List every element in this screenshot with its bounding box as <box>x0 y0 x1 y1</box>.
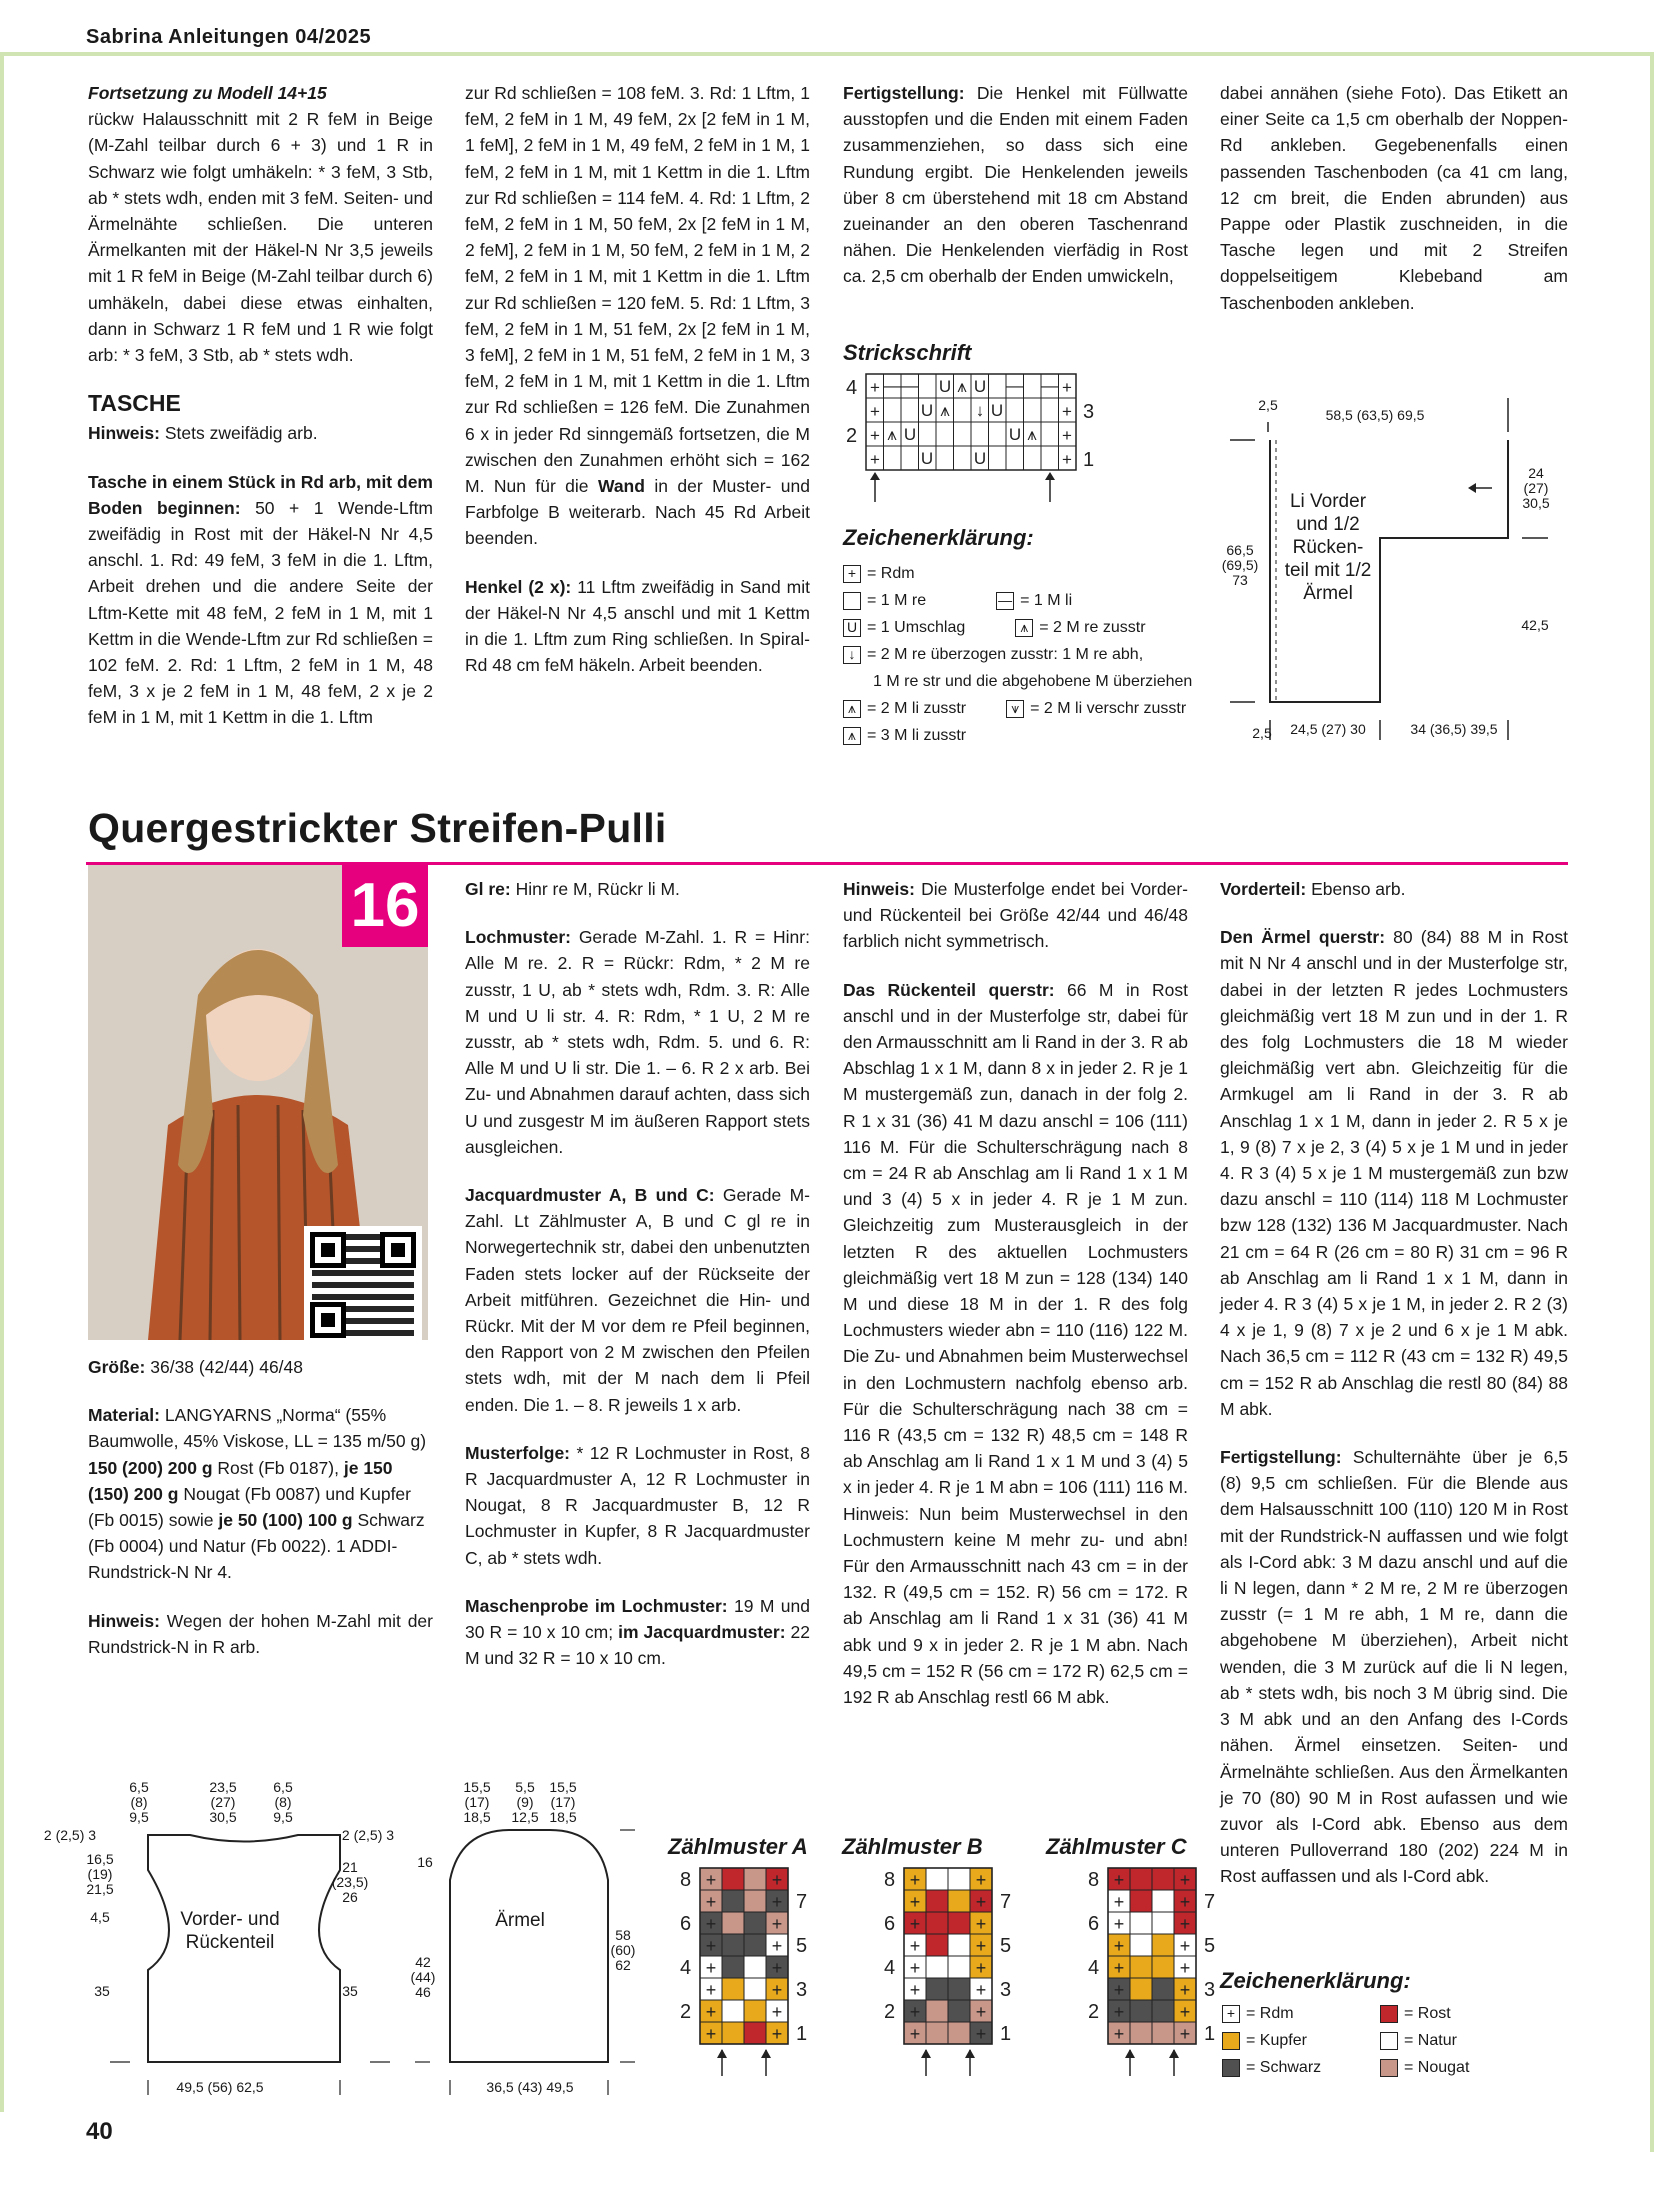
arrow-head-icon <box>1169 2049 1179 2058</box>
chart-cell <box>744 1934 766 1956</box>
edge-stitch-mark: + <box>975 1980 987 2000</box>
chart-row-label: 5 <box>1000 1935 1012 1957</box>
edge-stitch-mark: + <box>975 2024 987 2044</box>
nougat-swatch-icon <box>1380 2059 1398 2077</box>
bag-schema <box>1210 390 1570 750</box>
svg-text:+: + <box>1062 426 1072 445</box>
chart-cell <box>926 1868 948 1890</box>
svg-text:U: U <box>973 377 987 396</box>
chart-cell <box>1152 1934 1174 1956</box>
chart-row-label: 1 <box>796 2023 808 2045</box>
edge-stitch-mark: + <box>975 1936 987 1956</box>
edge-stitch-mark: + <box>771 2002 783 2022</box>
schwarz-swatch-icon <box>1222 2059 1240 2077</box>
edge-stitch-mark: + <box>1113 1980 1125 2000</box>
chart-cell <box>722 1978 744 2000</box>
chart-cell <box>744 1956 766 1978</box>
edge-stitch-mark: + <box>909 1936 921 1956</box>
chart-cell <box>1130 2000 1152 2022</box>
edge-stitch-mark: + <box>771 1980 783 2000</box>
chart-cell <box>722 1934 744 1956</box>
chart-row-label: 6 <box>1088 1913 1100 1935</box>
qr-code[interactable] <box>304 1226 422 1344</box>
row-label: 2 <box>846 425 858 447</box>
chart-cell <box>744 2022 766 2044</box>
edge-stitch-mark: + <box>1113 2002 1125 2022</box>
arrow-head-icon <box>965 2049 975 2058</box>
article-column-4 <box>1220 876 1568 1912</box>
chart-row-label: 5 <box>1204 1935 1216 1957</box>
dim-label: 66,5 (69,5) 73 <box>1221 542 1259 588</box>
edge-stitch-mark: + <box>705 1914 717 1934</box>
dim-label: 24 (27) 30,5 <box>1522 465 1550 511</box>
row-label: 3 <box>1083 401 1095 423</box>
chart-row-label: 1 <box>1204 2023 1216 2045</box>
strickschrift-title: Strickschrift <box>843 340 972 365</box>
lochmuster-paragraph: Lochmuster: Gerade M-Zahl. 1. R = Hinr: Alle M re. 2. R = Rückr: Rdm, * 2 M re zusstr, 1 U, ab * stets wdh, Rdm. 3. R: Alle M und U li str. 4. R: Rdm, * 1 U, 2 M re zusstr, ab * stets wdh, Rdm. 5. und 6. R: Alle M und U li str. Die 1. – 6. R 2 x arb. Bei Zu- und Abnahmen darauf achten, dass sich U und zusgestr M im äußeren Rapport stets ausgleichen. <box>465 927 810 1157</box>
rdm-symbol-icon: + <box>843 565 861 583</box>
legend-schwarz: = Schwarz <box>1222 2054 1422 2081</box>
sleeve-piece-label: Ärmel <box>495 1910 545 1931</box>
chart-cell <box>926 2022 948 2044</box>
article-column-1 <box>88 1354 433 1682</box>
edge-stitch-mark: + <box>1179 2002 1191 2022</box>
edge-stitch-mark: + <box>909 2002 921 2022</box>
etikett-paragraph: dabei annähen (siehe Foto). Das Etikett an einer Seite ca 1,5 cm oberhalb der Noppen-Rd ankleben. Gegebenenfalls einen passenden Taschenboden (ca 41 cm lang, 12 cm breit, die Enden abrunden) aus Pappe oder Plastik zuschneiden, in die Tasche legen und mit 2 Streifen doppelseitigem Klebeband am Taschenboden ankleben. <box>1220 83 1568 313</box>
chart-row-label: 6 <box>884 1913 896 1935</box>
dim-label: 2,5 <box>1252 725 1272 741</box>
chart-cell <box>722 1868 744 1890</box>
dim-label: 42 (44) 46 <box>410 1954 436 2000</box>
natur-swatch-icon <box>1380 2032 1398 2050</box>
legend-title-colors: Zeichenerklärung: <box>1220 1968 1411 1993</box>
chart-cell <box>1152 1912 1174 1934</box>
chart-cell <box>722 1890 744 1912</box>
dim-label: 42,5 <box>1521 617 1549 633</box>
chart-cell <box>1130 2022 1152 2044</box>
chart-cell <box>948 1978 970 2000</box>
edge-stitch-mark: + <box>771 1936 783 1956</box>
dim-label: 15,5 (17) 18,5 <box>463 1779 491 1825</box>
color-legend-right <box>1380 2000 1560 2081</box>
chart-cell <box>744 2000 766 2022</box>
edge-stitch-mark: + <box>975 1870 987 1890</box>
svg-text:+: + <box>870 402 880 421</box>
svg-text:+: + <box>1062 402 1072 421</box>
material-paragraph: Material: LANGYARNS „Norma“ (55% Baumwolle, 45% Viskose, LL = 135 m/50 g) 150 (200) 200 g Rost (Fb 0187), je 150 (150) 200 g Nougat (Fb 0087) und Kupfer (Fb 0015) sowie je 50 (100) 100 g Schwarz (Fb 0004) und Natur (Fb 0022). 1 ADDI-Rundstrick-N Nr 4. <box>88 1405 427 1583</box>
chart-cell <box>948 1956 970 1978</box>
groesse-paragraph: Größe: 36/38 (42/44) 46/48 <box>88 1357 304 1377</box>
arrow-head-icon <box>1125 2049 1135 2058</box>
dim-label: 58 (60) 62 <box>610 1927 636 1973</box>
svg-text:⩚: ⩚ <box>957 377 967 396</box>
page-frame-top <box>0 52 1654 56</box>
chart-cell <box>744 1912 766 1934</box>
chart-cell <box>744 1978 766 2000</box>
chart-cell <box>948 2000 970 2022</box>
edge-stitch-mark: + <box>1179 1914 1191 1934</box>
chart-row-label: 6 <box>680 1913 692 1935</box>
fertigstellung-paragraph: Fertigstellung: Die Henkel mit Füllwatte ausstopfen und die Enden mit einem Faden zusammenziehen, so dass sich eine Rundung ergibt. Die Henkelenden jeweils über 8 cm überstehend mit 18 cm Abstand zueinander an den oberen Taschenrand nähen. Die Henkelenden vierfädig in Rost ca. 2,5 cm oberhalb der Enden umwickeln, <box>843 83 1188 287</box>
dim-label: 49,5 (56) 62,5 <box>176 2079 264 2095</box>
rdm-symbol-icon: + <box>1222 2005 1240 2023</box>
chart-cell <box>1152 1868 1174 1890</box>
dim-label: 5,5 (9) 12,5 <box>511 1779 539 1825</box>
chart-row-label: 2 <box>884 2001 896 2023</box>
henkel-paragraph: Henkel (2 x): 11 Lftm zweifädig in Sand mit der Häkel-N Nr 4,5 anschl und mit 1 Kettm in die 1. Lftm zum Ring schließen. In Spiral-Rd 48 cm feM häkeln. Arbeit beenden. <box>465 576 810 676</box>
edge-stitch-mark: + <box>909 1870 921 1890</box>
edge-stitch-mark: + <box>1179 1980 1191 2000</box>
edge-stitch-mark: + <box>1179 1936 1191 1956</box>
chart-cell <box>1152 1978 1174 2000</box>
chart-cell <box>722 2022 744 2044</box>
edge-stitch-mark: + <box>705 2002 717 2022</box>
chart-cell <box>926 1890 948 1912</box>
chart-row-label: 4 <box>1088 1957 1100 1979</box>
chart-cell <box>722 1956 744 1978</box>
chart-cell <box>948 1868 970 1890</box>
jacquard-paragraph: Jacquardmuster A, B und C: Gerade M-Zahl. Lt Zählmuster A, B und C gl re in Norwegertechnik str, dabei den unbenutzten Faden stets locker auf der Rückseite der Arbeit mitführen. Gezeichnet die Hin- und Rückr. Mit der M vor dem re Pfeil beginnen, den Rapport von 2 M zwischen den Pfeilen stets wdh, mit der M nach dem li Pfeil enden. Die 1. – 8. R jeweils 1 x arb. <box>465 1185 810 1415</box>
sleeve-outline <box>450 1830 608 2062</box>
legend-ueberzogen-2: 1 M re str und die abgehobene M überziehen <box>873 673 1193 690</box>
svg-text:+: + <box>870 450 880 469</box>
legend-rdm-2: + = Rdm <box>1222 2000 1422 2027</box>
aermel-paragraph: Den Ärmel querstr: 80 (84) 88 M in Rost mit N Nr 4 anschl und in der Musterfolge str, dabei in der letzten R jedes Lochmusters gleichmäßig vert 18 M zun und in der 1. R des folg Lochmusters die 18 M wieder gleichmäßig vert abn. Gleichzeitig für die Armkugel am li Rand in der 3. R ab Anschlag 1 x 1 M, dann in jeder 2. R 5 x je 1, 9 (8) 7 x je 2, 3 (4) 5 x je 1 M und in jeder 4. R 3 (4) 5 x je 1 M mustergemäß zun bzw dazu anschl = 110 (114) 118 M Lochmuster bzw 128 (132) 136 M Jacquardmuster. Nach 21 cm = 64 R (26 cm = 80 R) 31 cm = 96 R ab Anschlag am li Rand 1 x 1 M, dann in jeder 4. R 3 (4) 5 x je 1 M, in jeder 2. R 2 (3) 4 x je 1, 9 (8) 7 x je 2 und 6 x je 1 M abk. Nach 36,5 cm = 112 R (43 cm = 132 R) 49,5 cm = 152 R ab Anschlag die restl 80 (84) 88 M abk. <box>1220 927 1568 1419</box>
dim-label: 4,5 <box>90 1909 110 1925</box>
edge-stitch-mark: + <box>975 1958 987 1978</box>
edge-stitch-mark: + <box>705 1892 717 1912</box>
edge-stitch-mark: + <box>975 1914 987 1934</box>
legend-re-li: = 1 M re — = 1 M li <box>843 587 1203 614</box>
chart-cell <box>948 2022 970 2044</box>
edge-stitch-mark: + <box>771 1870 783 1890</box>
yarn-over-icon: U <box>843 619 861 637</box>
chart-cell <box>926 1912 948 1934</box>
edge-stitch-mark: + <box>705 2024 717 2044</box>
svg-text:U: U <box>938 377 952 396</box>
p2tog-icon: ⩚ <box>843 700 861 718</box>
chart-row-label: 1 <box>1000 2023 1012 2045</box>
dim-label: 6,5 (8) 9,5 <box>129 1779 149 1825</box>
edge-stitch-mark: + <box>771 2024 783 2044</box>
column-3 <box>843 80 1188 312</box>
svg-text:—: — <box>1006 376 1024 395</box>
p3tog-icon: ⩚ <box>843 727 861 745</box>
chart-cell <box>1152 2022 1174 2044</box>
chart-row-label: 4 <box>680 1957 692 1979</box>
svg-text:+: + <box>1062 450 1072 469</box>
chart-cell <box>744 1890 766 1912</box>
continuation-text: rückw Halausschnitt mit 2 R feM in Beige (M-Zahl teilbar durch 6 + 3) und 1 R in Schwarz wie folgt umhäkeln: * 3 feM, 3 Stb, ab * stets wdh, enden mit 3 feM. Seiten- und Ärmelnähte schließen. Die unteren Ärmelkanten mit der Häkel-N Nr 3,5 jeweils mit 1 R feM in Beige (M-Zahl teilbar durch 6) umhäkeln, dabei diese etwas einhalten, dann in Schwarz 1 R feM und 1 R wie folgt arb: * 3 feM, 3 Stb, ab * stets wdh. <box>88 109 433 366</box>
svg-text:+: + <box>870 378 880 397</box>
k2tog-icon: ⩚ <box>1015 619 1033 637</box>
row-label: 1 <box>1083 449 1095 471</box>
page-frame-left <box>0 52 4 2112</box>
chart-row-label: 2 <box>680 2001 692 2023</box>
dim-label: 2 (2,5) 3 <box>341 1827 395 1843</box>
legend-3li: ⩚ = 3 M li zusstr <box>843 722 1203 749</box>
edge-stitch-mark: + <box>909 2024 921 2044</box>
legend-li-zusstr: ⩚ = 2 M li zusstr ⩛ = 2 M li verschr zusstr <box>843 695 1203 722</box>
edge-stitch-mark: + <box>771 1958 783 1978</box>
bag-piece-label: Li Vorder und 1/2 Rücken- teil mit 1/2 Ärmel <box>1284 491 1372 604</box>
maschenprobe-paragraph: Maschenprobe im Lochmuster: 19 M und 30 R = 10 x 10 cm; im Jacquardmuster: 22 M und 32 R = 10 x 10 cm. <box>465 1595 810 1669</box>
legend-umschlag: U = 1 Umschlag ⩚ = 2 M re zusstr <box>843 614 1203 641</box>
edge-stitch-mark: + <box>1113 1892 1125 1912</box>
skp-icon: ↓ <box>843 646 861 664</box>
svg-text:U: U <box>990 401 1004 420</box>
dim-label: 16,5 (19) 21,5 <box>86 1851 114 1897</box>
glre-paragraph: Gl re: Hinr re M, Rückr li M. <box>465 879 680 899</box>
edge-stitch-mark: + <box>705 1958 717 1978</box>
dim-label: 16 <box>417 1854 433 1870</box>
chart-row-label: 7 <box>1000 1891 1012 1913</box>
dim-label: 35 <box>342 1983 358 1999</box>
chart-cell <box>722 1912 744 1934</box>
musterfolge-paragraph: Musterfolge: * 12 R Lochmuster in Rost, 8 R Jacquardmuster A, 12 R Lochmuster in Nougat, 8 R Jacquardmuster B, 12 R Lochmuster in Kupfer, 8 R Jacquardmuster C, ab * stets wdh. <box>465 1442 810 1568</box>
svg-text:—: — <box>901 376 919 395</box>
edge-stitch-mark: + <box>909 1914 921 1934</box>
chart-row-label: 3 <box>796 1979 808 2001</box>
svg-text:U: U <box>920 401 934 420</box>
edge-stitch-mark: + <box>771 1892 783 1912</box>
svg-text:⩚: ⩚ <box>940 401 950 420</box>
dim-label: 58,5 (63,5) 69,5 <box>1325 407 1425 423</box>
strickschrift-legend <box>843 560 1203 749</box>
musterfolge-hinweis: Hinweis: Die Musterfolge endet bei Vorder- und Rückenteil bei Größe 42/44 und 46/48 farblich nicht symmetrisch. <box>843 879 1188 952</box>
edge-stitch-mark: + <box>1113 1958 1125 1978</box>
edge-stitch-mark: + <box>1113 2024 1125 2044</box>
dim-label: 23,5 (27) 30,5 <box>209 1779 237 1825</box>
hinweis-paragraph: Hinweis: Stets zweifädig arb. <box>88 423 318 444</box>
edge-stitch-mark: + <box>1179 1958 1191 1978</box>
chart-cell <box>1130 1890 1152 1912</box>
dim-label: 15,5 (17) 18,5 <box>549 1779 577 1825</box>
page-number: 40 <box>86 2118 113 2145</box>
chart-row-label: 7 <box>796 1891 808 1913</box>
svg-text:U: U <box>903 425 917 444</box>
chart-cell <box>1152 2000 1174 2022</box>
chart-cell <box>722 2000 744 2022</box>
chart-cell <box>926 2000 948 2022</box>
fertigstellung-paragraph-2: Fertigstellung: Schulternähte über je 6,5 (8) 9,5 cm schließen. Für die Blende aus dem Halsausschnitt 100 (110) 120 M in Rost mit der Rundstrick-N auffassen und wie folgt als I-Cord abk: 3 M dazu anschl und auf die li N legen, dann * 2 M re, 2 M re überzogen zusstr (= 1 M re abh, 1 M re, dann die abgehobene M überziehen), Arbeit nicht wenden, die 3 M zurück auf die li N legen, ab * stets wdh, bis noch 3 M übrig sind. Die 3 M abk und an den Anfang des I-Cords nähen. Ärmel einsetzen. Seiten- und Ärmelnähte schließen. Aus den Ärmelkanten je 70 (80) 90 M in Rost aufassen und wie zuvor als I-Cord abk. Ebenso aus dem unteren Pulloverrand 180 (202) 224 M in Rost auffassen und als I-Cord abk. <box>1220 1447 1568 1887</box>
p2tog-tbl-icon: ⩛ <box>1006 700 1024 718</box>
svg-text:+: + <box>1062 378 1072 397</box>
edge-stitch-mark: + <box>909 1980 921 2000</box>
knit-symbol-icon <box>843 592 861 610</box>
legend-nougat: = Nougat <box>1380 2054 1560 2081</box>
chart-cell <box>926 1934 948 1956</box>
edge-stitch-mark: + <box>705 1980 717 2000</box>
chart-row-label: 5 <box>796 1935 808 1957</box>
svg-text:↓: ↓ <box>975 401 985 420</box>
dim-label: 2,5 <box>1258 397 1278 413</box>
svg-text:U: U <box>920 449 934 468</box>
rueckenteil-paragraph: Das Rückenteil querstr: 66 M in Rost anschl und in der Musterfolge str, dabei für den Armausschnitt am li Rand in der 3. R ab Abschlag 1 x 1 M, dann 8 x in jeder 2. R je 1 M mustergemäß zun, danach in der folg 2. R 1 x 31 (36) 41 M dazu anschl = 106 (111) 116 M. Für die Schulterschrägung nach 8 cm = 24 R ab Anschlag am li Rand 1 x 1 M und 3 (4) 5 x in jeder 4. R je 1 M zun. Gleichzeitig zum Musterausgleich in der letzten R des aktuellen Lochmusters gleichmäßig vert 18 M zun = 128 (134) 140 M und diese 18 M in der 1. R des folg Lochmusters wieder abn = 110 (116) 122 M. Die Zu- und Abnahmen beim Musterwechsel in den Lochmustern nachfolg ebenso arb. Für die Schulterschrägung nach 38 cm = 116 R (43,5 cm = 132 R) 48,5 cm = 148 R ab Anschlag am li Rand 1 x 1 M und 3 (4) 5 x in jeder 4. R je 1 M abn = 106 (111) 116 M. Hinweis: Nun beim Musterwechsel in den Lochmustern keine M mehr zu- und abn! Für den Armausschnitt nach 43 cm = in der 132. R (49,5 cm = 152. R) 56 cm = 172. R ab Anschlag am li Rand 1 x 31 (36) 41 M abk und 9 x in jeder 2. R je 1 M abn. Nach 49,5 cm = 152 R (56 cm = 172 R) 62,5 cm = 192 R ab Anschlag restl 66 M abk. <box>843 979 1188 1708</box>
model-number-badge: 16 <box>342 865 428 947</box>
edge-stitch-mark: + <box>909 1892 921 1912</box>
chart-cell <box>926 1978 948 2000</box>
edge-stitch-mark: + <box>1179 1892 1191 1912</box>
edge-stitch-mark: + <box>705 1936 717 1956</box>
legend-rost: = Rost <box>1380 2000 1560 2027</box>
tasche-continuation: zur Rd schließen = 108 feM. 3. Rd: 1 Lftm, 1 feM, 2 feM in 1 M, 49 feM, 2x [2 feM in 1 M, 1 feM], 2 feM in 1 M, 49 feM, 2 feM in 1 M, 1 feM, 2 feM in 1 M, mit 1 Kettm in die 1. Lftm zur Rd schließen = 114 feM. 4. Rd: 1 Lftm, 2 feM, 2 feM in 1 M, 50 feM, 2x [2 feM in 1 M, 2 feM], 2 feM in 1 M, 50 feM, 2 feM in 1 M, 2 feM, 2 feM in 1 M, mit 1 Kettm in die 1. Lftm zur Rd schließen = 120 feM. 5. Rd: 1 Lftm, 3 feM, 2 feM in 1 M, 51 feM, 2x [2 feM in 1 M, 3 feM], 2 feM in 1 M, 51 feM, 2 feM in 1 M, 3 feM, 2 feM in 1 M, mit 1 Kettm in die 1. Lftm zur Rd schließen = 126 feM. Die Zunahmen 6 x in jeder Rd sinngemäß fortsetzen, die M zwischen den Zunahmen erhöht sich = 162 M. Nun für die Wand in der Muster- und Farbfolge B weiterarb. Nach 45 Rd Arbeit beenden. <box>465 83 810 549</box>
chart-cell <box>1152 1890 1174 1912</box>
dim-label: 2 (2,5) 3 <box>43 1827 97 1843</box>
edge-stitch-mark: + <box>975 1892 987 1912</box>
edge-stitch-mark: + <box>705 1870 717 1890</box>
strickschrift-chart <box>838 370 1098 508</box>
legend-kupfer: = Kupfer <box>1222 2027 1422 2054</box>
edge-stitch-mark: + <box>1179 1870 1191 1890</box>
chart-cell <box>948 1890 970 1912</box>
arrow-head-icon <box>921 2049 931 2058</box>
legend-title-strickschrift: Zeichenerklärung: <box>843 525 1034 550</box>
chart-row-label: 3 <box>1000 1979 1012 2001</box>
svg-text:⩚: ⩚ <box>887 425 897 444</box>
svg-text:+: + <box>870 426 880 445</box>
column-4 <box>1220 80 1568 338</box>
legend-natur: = Natur <box>1380 2027 1560 2054</box>
arrow-head-icon <box>761 2049 771 2058</box>
legend-rdm: + = Rdm <box>843 560 1203 587</box>
column-1 <box>88 80 433 731</box>
chart-cell <box>1130 1978 1152 2000</box>
tasche-paragraph: Tasche in einem Stück in Rd arb, mit dem Boden beginnen: 50 + 1 Wende-Lftm zweifädig in Rost mit der Häkel-N Nr 4,5 anschl. 1. Rd: 49 feM, 3 feM in die 1. Lftm, Arbeit drehen und die andere Seite der Lftm-Kette mit 48 feM, 2 feM in 1 M, mit 1 Kettm in die Wende-Lftm zur Rd schließen = 102 feM. 2. Rd: 1 Lftm, 2 feM in 1 M, 48 feM, 3 x je 2 feM in 1 M, 48 feM, 2 x je 2 feM in 1 M, mit 1 Kettm in die 1. Lftm <box>88 471 434 728</box>
purl-symbol-icon: — <box>998 591 1013 608</box>
chart-row-label: 7 <box>1204 1891 1216 1913</box>
kupfer-swatch-icon <box>1222 2032 1240 2050</box>
running-header: Sabrina Anleitungen 04/2025 <box>86 26 372 48</box>
edge-stitch-mark: + <box>771 1914 783 1934</box>
chart-a-title: Zählmuster A <box>668 1834 808 1859</box>
edge-stitch-mark: + <box>1113 1914 1125 1934</box>
chart-cell <box>1130 1912 1152 1934</box>
article-column-3 <box>843 876 1188 1732</box>
svg-text:—: — <box>883 376 901 395</box>
chart-cell <box>744 1868 766 1890</box>
column-2 <box>465 80 810 700</box>
chart-row-label: 8 <box>1088 1869 1100 1891</box>
chart-cell <box>1130 1868 1152 1890</box>
svg-text:⩚: ⩚ <box>1027 425 1037 444</box>
rundstrick-hinweis: Hinweis: Wegen der hohen M-Zahl mit der Rundstrick-N in R arb. <box>88 1610 433 1657</box>
dim-label: 24,5 (27) 30 <box>1290 721 1366 737</box>
section-heading-tasche: TASCHE <box>88 390 181 417</box>
chart-row-label: 8 <box>680 1869 692 1891</box>
row-label: 4 <box>846 377 858 399</box>
chart-cell <box>1130 1934 1152 1956</box>
continuation-label: Fortsetzung zu Modell 14+15 <box>88 83 327 103</box>
rost-swatch-icon <box>1380 2005 1398 2023</box>
chart-row-label: 8 <box>884 1869 896 1891</box>
edge-stitch-mark: + <box>909 1958 921 1978</box>
chart-row-label: 3 <box>1204 1979 1216 2001</box>
svg-text:U: U <box>973 449 987 468</box>
body-piece-label: Vorder- und Rückenteil <box>180 1909 280 1953</box>
dim-label: 35 <box>94 1983 110 1999</box>
chart-cell <box>926 1956 948 1978</box>
svg-text:—: — <box>1041 376 1059 395</box>
edge-stitch-mark: + <box>1113 1936 1125 1956</box>
chart-b-title: Zählmuster B <box>842 1834 983 1859</box>
dim-label: 34 (36,5) 39,5 <box>1410 721 1498 737</box>
dim-label: 6,5 (8) 9,5 <box>273 1779 293 1825</box>
page-frame-right <box>1650 52 1654 2152</box>
svg-text:U: U <box>1008 425 1022 444</box>
chart-cell <box>948 1912 970 1934</box>
edge-stitch-mark: + <box>1179 2024 1191 2044</box>
chart-cell <box>1130 1956 1152 1978</box>
article-column-2 <box>465 876 810 1693</box>
chart-cell <box>948 1934 970 1956</box>
edge-stitch-mark: + <box>975 2002 987 2022</box>
edge-stitch-mark: + <box>1113 1870 1125 1890</box>
chart-c-title: Zählmuster C <box>1046 1834 1187 1859</box>
chart-row-label: 2 <box>1088 2001 1100 2023</box>
legend-ueberzogen: ↓ = 2 M re überzogen zusstr: 1 M re abh, <box>843 641 1203 668</box>
chart-row-label: 4 <box>884 1957 896 1979</box>
dim-label: 36,5 (43) 49,5 <box>486 2079 574 2095</box>
chart-cell <box>1152 1956 1174 1978</box>
dim-label: 21 (23,5) 26 <box>331 1859 369 1905</box>
vorderteil-paragraph: Vorderteil: Ebenso arb. <box>1220 879 1406 899</box>
arrow-head-icon <box>717 2049 727 2058</box>
zaehlmuster-charts <box>660 1864 1220 2084</box>
article-title: Quergestrickter Streifen-Pulli <box>88 805 667 851</box>
